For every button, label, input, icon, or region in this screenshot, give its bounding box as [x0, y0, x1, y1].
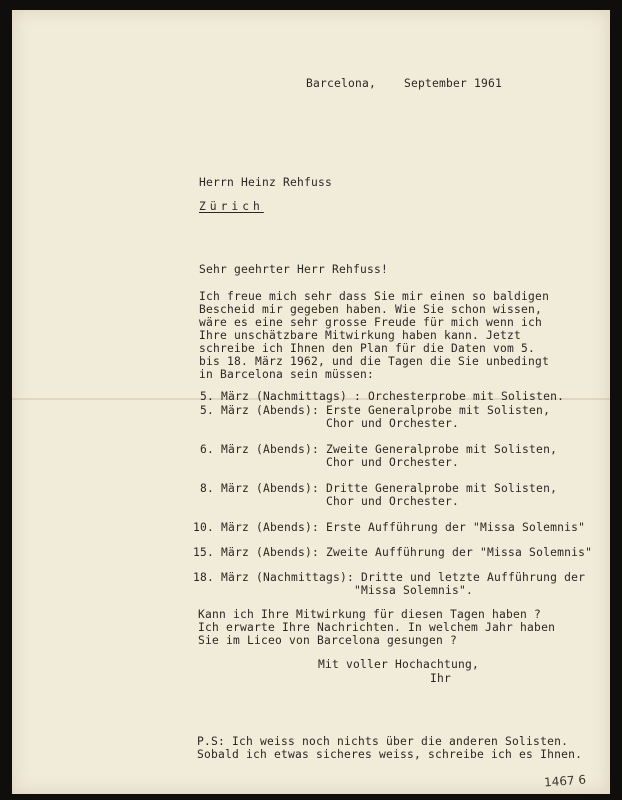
- body-line: in Barcelona sein müssen:: [199, 368, 375, 381]
- body-line: schreibe ich Ihnen den Plan für die Daten vom 5.: [199, 342, 536, 355]
- schedule-line: Chor und Orchester.: [200, 417, 460, 430]
- archive-number: 1467 6: [543, 772, 587, 790]
- signature-word: Ihr: [430, 672, 452, 685]
- recipient-city: Zürich: [199, 200, 264, 213]
- schedule-line: "Missa Solemnis".: [193, 584, 474, 597]
- closing-formula: Mit voller Hochachtung,: [318, 658, 480, 671]
- closing-line: Ich erwarte Ihre Nachrichten. In welchem Jahr haben: [198, 621, 556, 634]
- schedule-line: 10. März (Abends): Erste Aufführung der "Missa Solemnis": [193, 521, 586, 534]
- body-line: Ihre unschätzbare Mitwirkung haben kann. Jetzt: [199, 329, 522, 342]
- salutation: Sehr geehrter Herr Rehfuss!: [199, 263, 389, 276]
- schedule-line: 18. März (Nachmittags): Dritte und letzte Aufführung der: [193, 571, 586, 584]
- body-line: wäre es eine sehr grosse Freude für mich wenn ich: [199, 316, 543, 329]
- body-line: Ich freue mich sehr dass Sie mir einen so baldigen: [199, 290, 550, 303]
- schedule-line: Chor und Orchester.: [200, 495, 460, 508]
- body-line: bis 18. März 1962, und die Tagen die Sie unbedingt: [199, 355, 550, 368]
- schedule-line: 5. März (Nachmittags) : Orchesterprobe mit Solisten.: [200, 390, 565, 403]
- place-date: Barcelona, September 1961: [306, 77, 503, 90]
- recipient-name: Herrn Heinz Rehfuss: [199, 176, 333, 189]
- postscript-line: Sobald ich etwas sicheres weiss, schreibe ich es Ihnen.: [197, 748, 583, 761]
- closing-line: Sie im Liceo von Barcelona gesungen ?: [198, 634, 458, 647]
- schedule-line: 6. März (Abends): Zweite Generalprobe mit Solisten,: [200, 443, 558, 456]
- postscript-line: P.S: Ich weiss noch nichts über die anderen Solisten.: [197, 735, 569, 748]
- body-line: Bescheid mir gegeben haben. Wie Sie schon wissen,: [199, 303, 543, 316]
- schedule-line: Chor und Orchester.: [200, 456, 460, 469]
- schedule-line: 5. März (Abends): Erste Generalprobe mit Solisten,: [200, 404, 551, 417]
- schedule-line: 15. März (Abends): Zweite Aufführung der "Missa Solemnis": [193, 546, 593, 559]
- schedule-line: 8. März (Abends): Dritte Generalprobe mit Solisten,: [200, 482, 558, 495]
- closing-line: Kann ich Ihre Mitwirkung für diesen Tagen haben ?: [198, 608, 542, 621]
- letter-page: [12, 10, 610, 794]
